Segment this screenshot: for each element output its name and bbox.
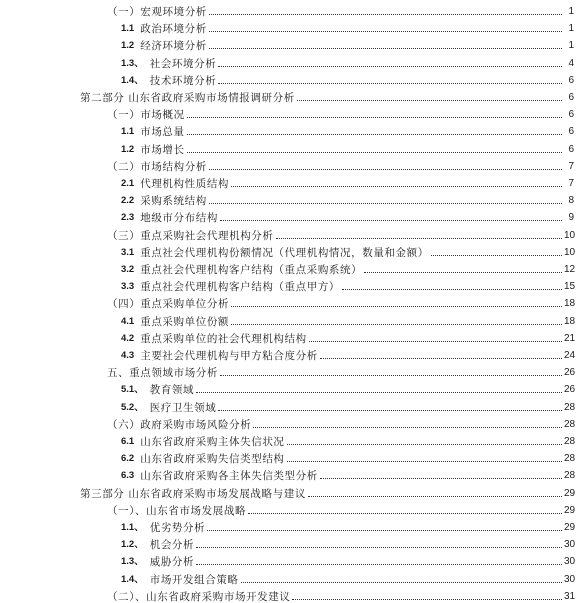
toc-entry-title: 技术环境分析 — [149, 74, 217, 87]
toc-entry-title: （一）宏观环境分析 — [107, 6, 207, 18]
toc-entry-title: 山东省政府采购主体失信状况 — [140, 436, 285, 448]
toc-entry[interactable] — [107, 361, 574, 379]
toc-entry[interactable] — [121, 396, 574, 414]
toc-entry-title: （一）、山东省市场发展战略 — [107, 504, 247, 517]
toc-entry-title: 重点社会代理机构份额情况（代理机构情况，数量和金额） — [140, 246, 429, 259]
toc-entry-title: 山东省政府采购各主体失信类型分析 — [140, 470, 318, 483]
toc-entry-number: 4.1 — [121, 315, 135, 327]
toc-dot-leader — [241, 582, 562, 583]
toc-entry[interactable] — [121, 241, 574, 259]
toc-dot-leader — [209, 203, 562, 204]
toc-entry-title: 五、重点领域市场分析 — [107, 367, 218, 380]
toc-dot-leader — [231, 324, 562, 325]
toc-entry[interactable] — [107, 224, 574, 242]
toc-entry-number: 1.1、 — [121, 522, 144, 533]
toc-entry[interactable] — [121, 206, 574, 224]
toc-page-number: 12 — [564, 264, 576, 275]
toc-entry[interactable] — [121, 310, 574, 328]
toc-entry-number: 5.2、 — [121, 401, 144, 413]
toc-dot-leader — [297, 100, 562, 101]
toc-dot-leader — [287, 444, 562, 445]
toc-page-number: 29 — [564, 504, 576, 516]
toc-entry-number: 1.3、 — [121, 57, 144, 69]
toc-dot-leader — [209, 48, 562, 49]
toc-entry[interactable] — [121, 378, 574, 396]
toc-page-number: 28 — [564, 436, 576, 447]
toc-entry-title: 第二部分 山东省政府采购市场情报调研分析 — [80, 92, 295, 104]
toc-entry-number: 6.3 — [121, 470, 135, 482]
toc-entry-title: 山东省政府采购失信类型结构 — [140, 453, 285, 466]
toc-entry-title: 重点社会代理机构客户结构（重点甲方） — [140, 281, 341, 294]
toc-entry[interactable] — [121, 568, 574, 586]
toc-entry-title: 市场增长 — [140, 143, 185, 156]
toc-dot-leader — [253, 427, 562, 428]
toc-page-number: 7 — [568, 160, 574, 172]
toc-entry-title: （三）重点采购社会代理机构分析 — [107, 229, 274, 242]
toc-entry-title: 主要社会代理机构与甲方粘合度分析 — [140, 350, 318, 362]
toc-entry[interactable] — [107, 292, 574, 310]
toc-entry-title: （一）市场概况 — [107, 109, 185, 122]
toc-page-number: 10 — [564, 229, 576, 241]
toc-entry-number: 1.1 — [121, 126, 135, 138]
toc-page-number: 21 — [564, 332, 576, 344]
toc-page-number: 1 — [568, 6, 574, 17]
toc-entry[interactable] — [107, 103, 574, 121]
toc-entry-title: 市场总量 — [140, 126, 185, 139]
toc-dot-leader — [431, 255, 562, 256]
toc-page-number: 30 — [564, 556, 576, 568]
toc-entry-number: 3.1 — [121, 246, 135, 258]
toc-dot-leader — [187, 152, 562, 153]
toc-entry-number: 2.2 — [121, 195, 135, 207]
toc-entry[interactable] — [121, 430, 574, 448]
toc-page-number: 1 — [568, 40, 574, 52]
toc-entry[interactable] — [107, 585, 574, 603]
toc-entry-title: 政治环境分析 — [140, 23, 207, 36]
toc-dot-leader — [276, 238, 563, 239]
toc-dot-leader — [309, 341, 562, 342]
toc-dot-leader — [364, 272, 562, 273]
toc-entry-number: 1.4、 — [121, 573, 144, 585]
toc-entry-number: 3.3 — [121, 281, 135, 293]
toc-dot-leader — [342, 289, 562, 290]
toc-page-number: 28 — [564, 401, 576, 413]
toc-page-number: 30 — [564, 539, 576, 551]
toc-dot-leader — [320, 478, 562, 479]
toc-dot-leader — [218, 66, 562, 67]
toc-entry-title: 第三部分 山东省政府采购市场发展战略与建议 — [80, 487, 306, 500]
toc-entry-title: 采购系统结构 — [140, 195, 207, 208]
toc-entry-title: 社会环境分析 — [149, 57, 217, 70]
toc-page-number: 26 — [564, 384, 576, 396]
toc-entry-number: 1.2 — [121, 40, 135, 52]
toc-dot-leader — [209, 31, 562, 32]
toc-page-number: 9 — [568, 212, 574, 224]
toc-page-number: 6 — [568, 74, 574, 86]
toc-entry-title: 重点社会代理机构客户结构（重点采购系统） — [140, 264, 363, 276]
toc-entry[interactable] — [121, 69, 574, 87]
toc-page-number: 28 — [564, 470, 576, 482]
toc-page-number: 18 — [564, 315, 576, 327]
toc-entry[interactable] — [107, 499, 574, 517]
toc-dot-leader — [320, 358, 562, 359]
toc-entry[interactable] — [121, 464, 574, 482]
toc-entry-number: 1.2 — [121, 143, 135, 155]
toc-entry-number: 5.1、 — [121, 384, 144, 396]
toc-page-number: 1 — [568, 23, 574, 35]
toc-dot-leader — [196, 392, 562, 393]
toc-entry-number: 2.1 — [121, 178, 135, 189]
toc-page-number: 28 — [564, 418, 576, 430]
toc-entry[interactable] — [121, 275, 574, 293]
toc-entry[interactable] — [121, 533, 574, 551]
toc-entry[interactable] — [121, 34, 574, 52]
toc-entry-number: 1.2、 — [121, 539, 144, 551]
toc-dot-leader — [248, 513, 562, 514]
toc-entry[interactable] — [121, 516, 574, 534]
toc-entry-title: 市场开发组合策略 — [149, 573, 239, 586]
toc-entry[interactable] — [121, 17, 574, 35]
toc-page-number: 15 — [564, 281, 576, 293]
toc-page-number: 4 — [568, 57, 574, 69]
toc-entry[interactable] — [121, 550, 574, 568]
toc-dot-leader — [231, 306, 562, 307]
toc-page-number: 18 — [564, 298, 576, 310]
toc-entry-title: 威胁分析 — [149, 556, 195, 569]
toc-entry-number: 6.2 — [121, 453, 135, 465]
toc-page-number: 31 — [564, 590, 576, 602]
toc-entry[interactable] — [121, 172, 574, 190]
toc-entry-title: 经济环境分析 — [140, 40, 207, 53]
toc-entry-number: 1.3、 — [121, 556, 144, 568]
toc-entry-number: 4.2 — [121, 332, 135, 344]
toc-dot-leader — [196, 547, 562, 548]
toc-entry-title: 重点采购单位的社会代理机构结构 — [140, 332, 307, 345]
toc-entry-title: 地级市分布结构 — [140, 212, 218, 225]
toc-dot-leader — [209, 169, 562, 170]
toc-entry[interactable] — [121, 344, 574, 362]
toc-entry[interactable] — [121, 189, 574, 207]
toc-dot-leader — [287, 461, 562, 462]
toc-dot-leader — [308, 496, 562, 497]
toc-dot-leader — [220, 220, 562, 221]
toc-dot-leader — [220, 375, 562, 376]
toc-page-number: 24 — [564, 350, 576, 361]
toc-entry-number: 2.3 — [121, 212, 135, 224]
toc-dot-leader — [218, 410, 562, 411]
toc-dot-leader — [231, 186, 562, 187]
toc-page-number: 30 — [564, 573, 576, 585]
toc-entry-title: 重点采购单位份额 — [140, 315, 230, 328]
toc-entry-title: 教育领域 — [149, 384, 195, 397]
toc-entry-title: 医疗卫生领域 — [149, 401, 217, 414]
toc-page-number: 7 — [568, 178, 574, 189]
toc-entry[interactable] — [107, 0, 574, 18]
toc-entry[interactable] — [121, 327, 574, 345]
toc-entry[interactable] — [121, 138, 574, 156]
toc-page-number: 26 — [564, 367, 576, 379]
toc-entry-title: （二）、山东省政府采购市场开发建议 — [107, 590, 291, 603]
toc-page-number: 28 — [564, 453, 576, 465]
toc-entry-number: 4.3 — [121, 350, 135, 361]
toc-page-number: 6 — [568, 143, 574, 155]
toc-entry-number: 6.1 — [121, 436, 135, 447]
toc-entry[interactable] — [107, 413, 574, 431]
toc-entry[interactable] — [121, 258, 574, 276]
toc-entry[interactable] — [80, 482, 574, 500]
toc-entry-title: 机会分析 — [149, 539, 195, 552]
toc-page-number: 29 — [564, 487, 576, 499]
toc-dot-leader — [187, 134, 562, 135]
toc-dot-leader — [209, 14, 562, 15]
toc-dot-leader — [218, 83, 562, 84]
toc-entry-number: 3.2 — [121, 264, 135, 275]
toc-entry[interactable] — [121, 52, 574, 70]
toc-dot-leader — [196, 564, 562, 565]
toc-entry-number: 1.1 — [121, 23, 135, 35]
toc-dot-leader — [207, 530, 562, 531]
toc-page-number: 6 — [568, 126, 574, 138]
toc-page-number: 6 — [568, 109, 574, 121]
toc-page-number: 6 — [568, 92, 574, 103]
toc-entry[interactable] — [121, 120, 574, 138]
toc-entry-number: 1.4、 — [121, 74, 144, 86]
toc-dot-leader — [187, 117, 562, 118]
toc-entry-title: 代理机构性质结构 — [140, 178, 230, 190]
toc-entry-title: （二）市场结构分析 — [107, 160, 207, 173]
toc-page-number: 8 — [568, 195, 574, 207]
toc-entry[interactable] — [80, 86, 574, 104]
toc-entry-title: （四）重点采购单位分析 — [107, 298, 230, 311]
toc-entry[interactable] — [121, 447, 574, 465]
toc-entry[interactable] — [107, 155, 574, 173]
toc-page-number: 10 — [564, 246, 576, 258]
toc-page-number: 29 — [564, 522, 576, 533]
toc-entry-title: 优劣势分析 — [149, 522, 206, 534]
toc-entry-title: （六）政府采购市场风险分析 — [107, 418, 252, 431]
